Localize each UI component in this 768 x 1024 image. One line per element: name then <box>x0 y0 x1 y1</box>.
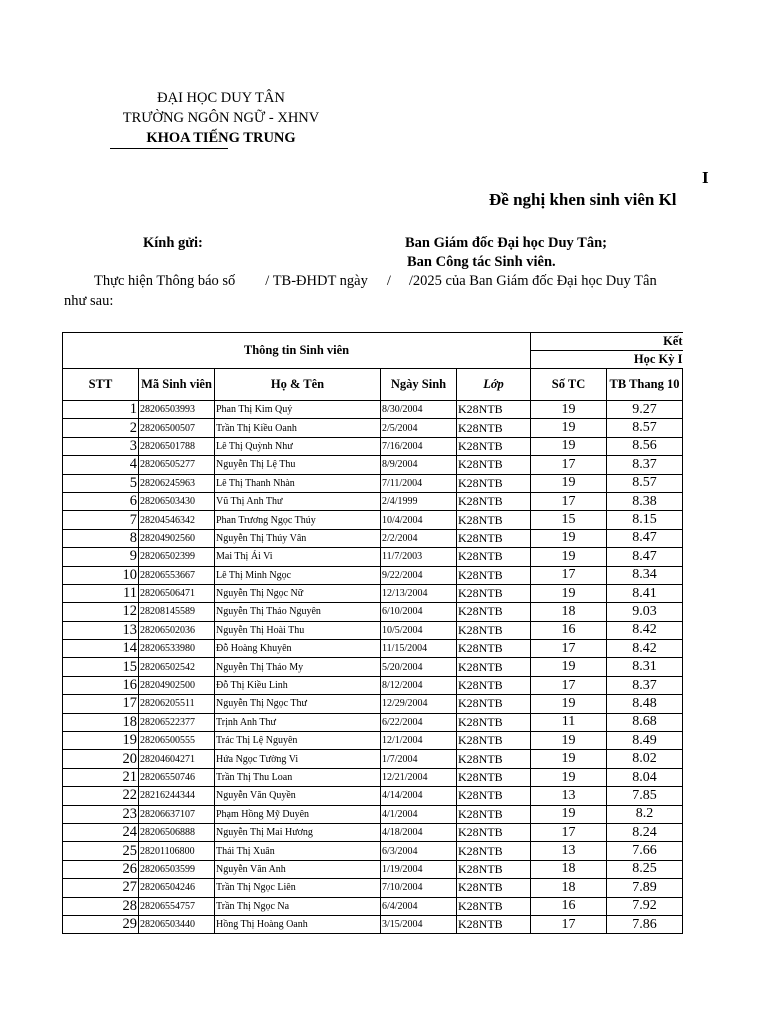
group-result: Kết <box>531 333 683 351</box>
table-row <box>63 456 683 474</box>
row-class: K28NTB <box>457 805 531 823</box>
row-stt: 13 <box>63 621 139 639</box>
org-header <box>100 88 342 148</box>
row-full-name: Nguyễn Thị Thúy Vân <box>215 529 381 547</box>
row-stt: 16 <box>63 676 139 694</box>
row-credits: 19 <box>531 750 607 768</box>
table-row <box>63 511 683 529</box>
table-row <box>63 419 683 437</box>
row-credits: 17 <box>531 640 607 658</box>
row-student-id: 28208145589 <box>139 603 215 621</box>
row-stt: 1 <box>63 401 139 419</box>
row-student-id: 28206500507 <box>139 419 215 437</box>
row-full-name: Hồng Thị Hoàng Oanh <box>215 915 381 933</box>
row-gpa: 8.41 <box>607 584 683 602</box>
table-row <box>63 915 683 933</box>
row-stt: 20 <box>63 750 139 768</box>
col-gpa: TB Thang 10 <box>607 369 683 401</box>
row-full-name: Lê Thị Thanh Nhàn <box>215 474 381 492</box>
row-gpa: 8.57 <box>607 474 683 492</box>
table-row <box>63 897 683 915</box>
row-class: K28NTB <box>457 437 531 455</box>
table-row <box>63 658 683 676</box>
row-class: K28NTB <box>457 915 531 933</box>
row-class: K28NTB <box>457 732 531 750</box>
row-full-name: Hứa Ngọc Tường Vi <box>215 750 381 768</box>
row-class: K28NTB <box>457 401 531 419</box>
row-birth-date: 2/5/2004 <box>381 419 457 437</box>
row-full-name: Nguyễn Thị Thảo Nguyên <box>215 603 381 621</box>
row-credits: 18 <box>531 860 607 878</box>
row-birth-date: 8/9/2004 <box>381 456 457 474</box>
row-full-name: Mai Thị Ái Vi <box>215 548 381 566</box>
row-credits: 18 <box>531 879 607 897</box>
row-stt: 21 <box>63 768 139 786</box>
row-stt: 27 <box>63 879 139 897</box>
row-student-id: 28206503993 <box>139 401 215 419</box>
row-gpa: 8.04 <box>607 768 683 786</box>
table-row <box>63 474 683 492</box>
row-birth-date: 8/12/2004 <box>381 676 457 694</box>
row-gpa: 8.38 <box>607 492 683 510</box>
row-birth-date: 2/4/1999 <box>381 492 457 510</box>
intro-part-4: /2025 của Ban Giám đốc Đại học Duy Tân <box>408 273 657 289</box>
row-gpa: 8.31 <box>607 658 683 676</box>
row-birth-date: 6/10/2004 <box>381 603 457 621</box>
table-row <box>63 401 683 419</box>
row-stt: 5 <box>63 474 139 492</box>
row-stt: 24 <box>63 823 139 841</box>
row-birth-date: 6/3/2004 <box>381 842 457 860</box>
row-student-id: 28201106800 <box>139 842 215 860</box>
row-birth-date: 1/19/2004 <box>381 860 457 878</box>
row-birth-date: 6/22/2004 <box>381 713 457 731</box>
row-stt: 26 <box>63 860 139 878</box>
row-gpa: 8.49 <box>607 732 683 750</box>
row-stt: 10 <box>63 566 139 584</box>
row-class: K28NTB <box>457 658 531 676</box>
group-student-info: Thông tin Sinh viên <box>63 333 531 369</box>
row-stt: 29 <box>63 915 139 933</box>
table-row <box>63 529 683 547</box>
row-birth-date: 9/22/2004 <box>381 566 457 584</box>
table-row <box>63 566 683 584</box>
row-credits: 16 <box>531 897 607 915</box>
row-stt: 2 <box>63 419 139 437</box>
row-gpa: 7.86 <box>607 915 683 933</box>
table-row <box>63 437 683 455</box>
semester-label: Học Kỳ I <box>531 351 683 369</box>
table-row <box>63 713 683 731</box>
row-student-id: 28204604271 <box>139 750 215 768</box>
row-birth-date: 7/10/2004 <box>381 879 457 897</box>
row-gpa: 7.85 <box>607 787 683 805</box>
table-row <box>63 695 683 713</box>
row-birth-date: 4/18/2004 <box>381 823 457 841</box>
row-class: K28NTB <box>457 750 531 768</box>
table-row <box>63 548 683 566</box>
row-birth-date: 3/15/2004 <box>381 915 457 933</box>
table-row <box>63 492 683 510</box>
row-credits: 17 <box>531 676 607 694</box>
row-class: K28NTB <box>457 492 531 510</box>
row-student-id: 28206503440 <box>139 915 215 933</box>
row-student-id: 28206503430 <box>139 492 215 510</box>
student-table <box>62 332 683 934</box>
row-student-id: 28206554757 <box>139 897 215 915</box>
row-student-id: 28206553667 <box>139 566 215 584</box>
row-full-name: Trần Thị Thu Loan <box>215 768 381 786</box>
row-full-name: Trác Thị Lệ Nguyên <box>215 732 381 750</box>
table-row <box>63 768 683 786</box>
row-stt: 23 <box>63 805 139 823</box>
row-student-id: 28206501788 <box>139 437 215 455</box>
row-student-id: 28206637107 <box>139 805 215 823</box>
table-row <box>63 621 683 639</box>
row-birth-date: 11/7/2003 <box>381 548 457 566</box>
row-credits: 16 <box>531 621 607 639</box>
row-birth-date: 7/11/2004 <box>381 474 457 492</box>
row-stt: 15 <box>63 658 139 676</box>
row-gpa: 8.37 <box>607 676 683 694</box>
row-full-name: Đỗ Hoàng Khuyên <box>215 640 381 658</box>
row-full-name: Nguyễn Thị Ngọc Thư <box>215 695 381 713</box>
row-birth-date: 4/1/2004 <box>381 805 457 823</box>
col-student-id: Mã Sinh viên <box>139 369 215 401</box>
row-birth-date: 6/4/2004 <box>381 897 457 915</box>
table-row <box>63 676 683 694</box>
row-gpa: 8.47 <box>607 529 683 547</box>
row-birth-date: 10/5/2004 <box>381 621 457 639</box>
row-credits: 17 <box>531 823 607 841</box>
row-gpa: 9.03 <box>607 603 683 621</box>
row-full-name: Vũ Thị Anh Thư <box>215 492 381 510</box>
row-full-name: Phạm Hồng Mỹ Duyên <box>215 805 381 823</box>
table-row <box>63 732 683 750</box>
row-stt: 17 <box>63 695 139 713</box>
header-underline <box>110 148 228 149</box>
row-full-name: Thái Thị Xuân <box>215 842 381 860</box>
row-birth-date: 12/29/2004 <box>381 695 457 713</box>
recipient-2: Ban Công tác Sinh viên. <box>407 254 556 270</box>
row-birth-date: 12/13/2004 <box>381 584 457 602</box>
row-class: K28NTB <box>457 768 531 786</box>
row-gpa: 7.92 <box>607 897 683 915</box>
row-credits: 19 <box>531 548 607 566</box>
row-class: K28NTB <box>457 474 531 492</box>
row-stt: 28 <box>63 897 139 915</box>
row-birth-date: 7/16/2004 <box>381 437 457 455</box>
row-gpa: 7.66 <box>607 842 683 860</box>
intro-part-3: / <box>386 273 391 289</box>
row-stt: 4 <box>63 456 139 474</box>
row-class: K28NTB <box>457 584 531 602</box>
document-subtitle: Đề nghị khen sinh viên Kl <box>489 190 677 209</box>
row-full-name: Nguyễn Thị Lệ Thu <box>215 456 381 474</box>
table-row <box>63 805 683 823</box>
row-credits: 13 <box>531 787 607 805</box>
row-credits: 15 <box>531 511 607 529</box>
school-name: TRƯỜNG NGÔN NGỮ - XHNV <box>122 110 320 126</box>
row-class: K28NTB <box>457 456 531 474</box>
row-class: K28NTB <box>457 676 531 694</box>
row-gpa: 8.02 <box>607 750 683 768</box>
row-class: K28NTB <box>457 566 531 584</box>
faculty-name: KHOA TIẾNG TRUNG <box>146 130 296 146</box>
row-student-id: 28206506888 <box>139 823 215 841</box>
row-student-id: 28206533980 <box>139 640 215 658</box>
row-credits: 19 <box>531 474 607 492</box>
row-full-name: Nguyễn Thị Thảo My <box>215 658 381 676</box>
table-body <box>63 401 683 934</box>
row-full-name: Trần Thị Kiều Oanh <box>215 419 381 437</box>
row-student-id: 28206522377 <box>139 713 215 731</box>
row-full-name: Lê Thị Quỳnh Như <box>215 437 381 455</box>
row-student-id: 28206502542 <box>139 658 215 676</box>
row-gpa: 8.2 <box>607 805 683 823</box>
row-class: K28NTB <box>457 511 531 529</box>
row-credits: 17 <box>531 456 607 474</box>
row-stt: 9 <box>63 548 139 566</box>
row-class: K28NTB <box>457 842 531 860</box>
row-gpa: 8.47 <box>607 548 683 566</box>
row-student-id: 28204546342 <box>139 511 215 529</box>
row-full-name: Phan Trương Ngọc Thúy <box>215 511 381 529</box>
row-full-name: Lê Thị Minh Ngọc <box>215 566 381 584</box>
intro-part-2: / TB-ĐHDT ngày <box>265 273 368 289</box>
row-stt: 19 <box>63 732 139 750</box>
row-student-id: 28206504246 <box>139 879 215 897</box>
row-class: K28NTB <box>457 603 531 621</box>
row-credits: 19 <box>531 768 607 786</box>
row-gpa: 8.34 <box>607 566 683 584</box>
row-full-name: Nguyễn Thị Mai Hương <box>215 823 381 841</box>
row-class: K28NTB <box>457 860 531 878</box>
row-student-id: 28206500555 <box>139 732 215 750</box>
table-row <box>63 603 683 621</box>
table-row <box>63 842 683 860</box>
row-class: K28NTB <box>457 695 531 713</box>
row-stt: 25 <box>63 842 139 860</box>
row-student-id: 28206505277 <box>139 456 215 474</box>
row-student-id: 28204902500 <box>139 676 215 694</box>
row-class: K28NTB <box>457 787 531 805</box>
row-stt: 7 <box>63 511 139 529</box>
row-credits: 13 <box>531 842 607 860</box>
row-birth-date: 10/4/2004 <box>381 511 457 529</box>
row-credits: 17 <box>531 566 607 584</box>
row-class: K28NTB <box>457 823 531 841</box>
row-stt: 6 <box>63 492 139 510</box>
row-credits: 19 <box>531 401 607 419</box>
university-name: ĐẠI HỌC DUY TÂN <box>157 90 285 106</box>
row-gpa: 8.57 <box>607 419 683 437</box>
row-stt: 11 <box>63 584 139 602</box>
row-full-name: Nguyễn Thị Hoài Thu <box>215 621 381 639</box>
row-student-id: 28204902560 <box>139 529 215 547</box>
row-credits: 19 <box>531 805 607 823</box>
row-stt: 14 <box>63 640 139 658</box>
row-stt: 18 <box>63 713 139 731</box>
row-credits: 19 <box>531 419 607 437</box>
row-credits: 19 <box>531 732 607 750</box>
row-class: K28NTB <box>457 640 531 658</box>
col-stt: STT <box>63 369 139 401</box>
row-stt: 8 <box>63 529 139 547</box>
row-stt: 3 <box>63 437 139 455</box>
row-class: K28NTB <box>457 548 531 566</box>
row-student-id: 28206245963 <box>139 474 215 492</box>
row-birth-date: 5/20/2004 <box>381 658 457 676</box>
row-full-name: Đỗ Thị Kiều Linh <box>215 676 381 694</box>
row-gpa: 8.68 <box>607 713 683 731</box>
row-birth-date: 4/14/2004 <box>381 787 457 805</box>
col-full-name: Họ & Tên <box>215 369 381 401</box>
row-credits: 18 <box>531 603 607 621</box>
row-birth-date: 12/1/2004 <box>381 732 457 750</box>
row-credits: 17 <box>531 915 607 933</box>
row-student-id: 28206550746 <box>139 768 215 786</box>
row-credits: 19 <box>531 529 607 547</box>
row-full-name: Trần Thị Ngọc Na <box>215 897 381 915</box>
row-student-id: 28216244344 <box>139 787 215 805</box>
row-gpa: 8.24 <box>607 823 683 841</box>
row-full-name: Nguyễn Thị Ngọc Nữ <box>215 584 381 602</box>
row-full-name: Trịnh Anh Thư <box>215 713 381 731</box>
row-stt: 22 <box>63 787 139 805</box>
row-class: K28NTB <box>457 897 531 915</box>
row-birth-date: 8/30/2004 <box>381 401 457 419</box>
row-gpa: 8.37 <box>607 456 683 474</box>
col-birth-date: Ngày Sinh <box>381 369 457 401</box>
table-row <box>63 750 683 768</box>
row-credits: 19 <box>531 695 607 713</box>
row-gpa: 8.42 <box>607 640 683 658</box>
col-class: Lớp <box>457 369 531 401</box>
table-row <box>63 823 683 841</box>
row-full-name: Trần Thị Ngọc Liên <box>215 879 381 897</box>
recipient-1: Ban Giám đốc Đại học Duy Tân; <box>405 235 607 251</box>
row-student-id: 28206205511 <box>139 695 215 713</box>
table-row <box>63 787 683 805</box>
row-full-name: Phan Thị Kim Quý <box>215 401 381 419</box>
table-row <box>63 860 683 878</box>
row-full-name: Nguyễn Văn Quyền <box>215 787 381 805</box>
row-student-id: 28206506471 <box>139 584 215 602</box>
intro-part-1: Thực hiện Thông báo số <box>94 273 236 289</box>
intro-line-2: như sau: <box>64 293 114 309</box>
row-birth-date: 11/15/2004 <box>381 640 457 658</box>
row-birth-date: 2/2/2004 <box>381 529 457 547</box>
row-stt: 12 <box>63 603 139 621</box>
row-gpa: 7.89 <box>607 879 683 897</box>
row-class: K28NTB <box>457 419 531 437</box>
row-student-id: 28206502399 <box>139 548 215 566</box>
row-credits: 19 <box>531 584 607 602</box>
row-class: K28NTB <box>457 529 531 547</box>
row-credits: 19 <box>531 437 607 455</box>
row-class: K28NTB <box>457 621 531 639</box>
row-birth-date: 12/21/2004 <box>381 768 457 786</box>
row-class: K28NTB <box>457 713 531 731</box>
intro-line-1 <box>94 273 657 290</box>
row-class: K28NTB <box>457 879 531 897</box>
row-credits: 17 <box>531 492 607 510</box>
row-birth-date: 1/7/2004 <box>381 750 457 768</box>
row-gpa: 8.15 <box>607 511 683 529</box>
row-gpa: 8.48 <box>607 695 683 713</box>
row-credits: 19 <box>531 658 607 676</box>
table-row <box>63 640 683 658</box>
address-label: Kính gửi: <box>143 235 203 251</box>
row-student-id: 28206503599 <box>139 860 215 878</box>
row-gpa: 9.27 <box>607 401 683 419</box>
row-student-id: 28206502036 <box>139 621 215 639</box>
row-gpa: 8.42 <box>607 621 683 639</box>
row-full-name: Nguyễn Văn Anh <box>215 860 381 878</box>
row-credits: 11 <box>531 713 607 731</box>
col-credits: Số TC <box>531 369 607 401</box>
row-gpa: 8.56 <box>607 437 683 455</box>
document-title: I <box>702 168 709 187</box>
row-gpa: 8.25 <box>607 860 683 878</box>
table-row <box>63 879 683 897</box>
table-row <box>63 584 683 602</box>
